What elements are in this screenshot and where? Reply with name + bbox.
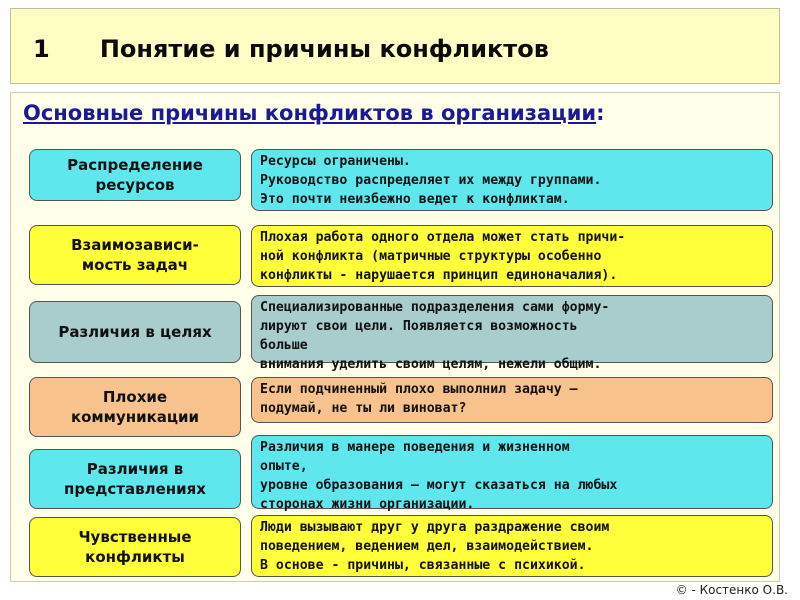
cause-description: Различия в манере поведения и жизненном опыте, уровне образования – могут сказаться на любых сторонах жизни организации. bbox=[251, 435, 773, 509]
title-label: Понятие и причины конфликтов bbox=[99, 35, 549, 63]
cause-label: Распределение ресурсов bbox=[29, 149, 241, 201]
cause-description: Люди вызывают друг у друга раздражение своим поведением, ведением дел, взаимодействием. В основе - причины, связанные с психикой. bbox=[251, 515, 773, 577]
subtitle bbox=[23, 101, 605, 125]
cause-label: Различия в представлениях bbox=[29, 449, 241, 509]
cause-label: Взаимозависи- мость задач bbox=[29, 225, 241, 285]
title-bar bbox=[10, 8, 780, 84]
cause-description: Специализированные подразделения сами форму- лируют свои цели. Появляется возможность больше внимания уделить своим целям, нежели общим. bbox=[251, 295, 773, 363]
section-number: 1 bbox=[33, 35, 50, 63]
copyright-credit: © - Костенко О.В. bbox=[675, 583, 788, 597]
page-title bbox=[33, 35, 549, 63]
cause-description: Плохая работа одного отдела может стать причи- ной конфликта (матричные структуры особенно конфликты - нарушается принцип единоначалия). bbox=[251, 225, 773, 287]
cause-label: Чувственные конфликты bbox=[29, 517, 241, 577]
content-panel bbox=[10, 92, 780, 582]
cause-description: Если подчиненный плохо выполнил задачу – подумай, не ты ли виноват? bbox=[251, 377, 773, 423]
cause-label: Различия в целях bbox=[29, 301, 241, 363]
cause-description: Ресурсы ограничены. Руководство распределяет их между группами. Это почти неизбежно ведет к конфликтам. bbox=[251, 149, 773, 211]
cause-label: Плохие коммуникации bbox=[29, 377, 241, 437]
subtitle-colon: : bbox=[596, 101, 605, 125]
subtitle-text: Основные причины конфликтов в организации bbox=[23, 101, 597, 125]
